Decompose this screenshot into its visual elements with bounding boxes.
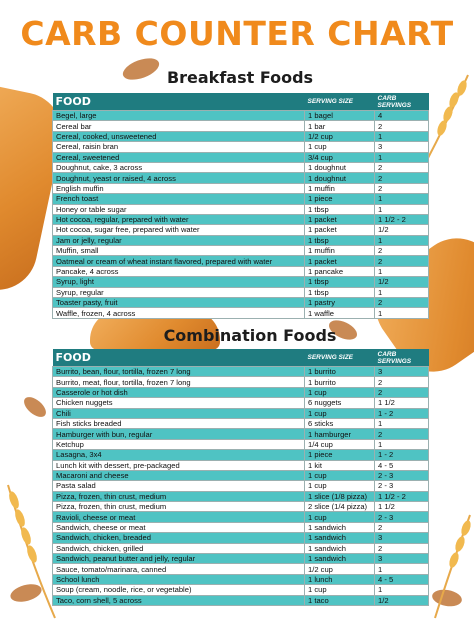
- carb-servings-cell: 1: [375, 152, 429, 162]
- serving-size-cell: 1 sandwich: [305, 533, 375, 543]
- carb-servings-cell: 1: [375, 287, 429, 297]
- serving-size-cell: 1 burrito: [305, 367, 375, 377]
- food-cell: Taco, corn shell, 5 across: [53, 595, 305, 605]
- carb-servings-cell: 3: [375, 533, 429, 543]
- food-cell: Oatmeal or cream of wheat instant flavored, prepared with water: [53, 256, 305, 266]
- carb-servings-cell: 1: [375, 564, 429, 574]
- column-header: SERVING SIZE: [305, 349, 375, 367]
- table-row: [53, 173, 429, 183]
- table-row: [53, 367, 429, 377]
- serving-size-cell: 1 cup: [305, 470, 375, 480]
- carb-servings-cell: 2: [375, 522, 429, 532]
- food-cell: School lunch: [53, 574, 305, 584]
- food-cell: Waffle, frozen, 4 across: [53, 308, 305, 318]
- table-header-row: [53, 93, 429, 111]
- column-header: SERVING SIZE: [305, 93, 375, 111]
- serving-size-cell: 1 pancake: [305, 266, 375, 276]
- table-row: [53, 277, 429, 287]
- table-row: [53, 225, 429, 235]
- serving-size-cell: 1 sandwich: [305, 554, 375, 564]
- serving-size-cell: 1 pastry: [305, 298, 375, 308]
- table-row: [53, 574, 429, 584]
- food-cell: Sauce, tomato/marinara, canned: [53, 564, 305, 574]
- serving-size-cell: 1 packet: [305, 214, 375, 224]
- table-row: [53, 204, 429, 214]
- food-cell: Macaroni and cheese: [53, 470, 305, 480]
- carb-servings-cell: 1/2: [375, 595, 429, 605]
- carb-servings-cell: 1/2: [375, 225, 429, 235]
- table-row: [53, 266, 429, 276]
- food-cell: Chili: [53, 408, 305, 418]
- serving-size-cell: 1 muffin: [305, 246, 375, 256]
- table-row: [53, 418, 429, 428]
- serving-size-cell: 1 tbsp: [305, 204, 375, 214]
- carb-servings-cell: 2: [375, 173, 429, 183]
- food-cell: French toast: [53, 194, 305, 204]
- table-row: [53, 460, 429, 470]
- food-cell: Ravioli, cheese or meat: [53, 512, 305, 522]
- table-row: [53, 287, 429, 297]
- serving-size-cell: 3/4 cup: [305, 152, 375, 162]
- carb-servings-cell: 2: [375, 162, 429, 172]
- column-header: FOOD: [53, 93, 305, 111]
- serving-size-cell: 1/2 cup: [305, 131, 375, 141]
- food-cell: Burrito, bean, flour, tortilla, frozen 7 long: [53, 367, 305, 377]
- serving-size-cell: 1 taco: [305, 595, 375, 605]
- table-row: [53, 533, 429, 543]
- carb-servings-cell: 2: [375, 121, 429, 131]
- serving-size-cell: 1 sandwich: [305, 522, 375, 532]
- food-cell: Cereal bar: [53, 121, 305, 131]
- food-cell: Syrup, regular: [53, 287, 305, 297]
- carb-servings-cell: 2: [375, 377, 429, 387]
- carb-servings-cell: 3: [375, 142, 429, 152]
- carb-servings-cell: 2 - 3: [375, 512, 429, 522]
- serving-size-cell: 1 packet: [305, 256, 375, 266]
- serving-size-cell: 1 waffle: [305, 308, 375, 318]
- food-cell: Begel, large: [53, 111, 305, 121]
- column-header: FOOD: [53, 349, 305, 367]
- carb-servings-cell: 1: [375, 308, 429, 318]
- carb-servings-cell: 1 - 2: [375, 408, 429, 418]
- serving-size-cell: 1 piece: [305, 450, 375, 460]
- carb-servings-cell: 4 - 5: [375, 574, 429, 584]
- serving-size-cell: 1 slice (1/8 pizza): [305, 491, 375, 501]
- page-title: CARB COUNTER CHART: [20, 14, 454, 53]
- food-cell: Pizza, frozen, thin crust, medium: [53, 491, 305, 501]
- serving-size-cell: 1 muffin: [305, 183, 375, 193]
- table-row: [53, 111, 429, 121]
- food-cell: Muffin, small: [53, 246, 305, 256]
- table-row: [53, 439, 429, 449]
- table-row: [53, 512, 429, 522]
- carb-servings-cell: 4: [375, 111, 429, 121]
- table-row: [53, 491, 429, 501]
- carb-servings-cell: 1 1/2: [375, 502, 429, 512]
- table-row: [53, 429, 429, 439]
- food-cell: Burrito, meat, flour, tortilla, frozen 7 long: [53, 377, 305, 387]
- food-cell: Toaster pasty, fruit: [53, 298, 305, 308]
- serving-size-cell: 1 cup: [305, 512, 375, 522]
- carb-servings-cell: 1: [375, 418, 429, 428]
- food-cell: Ketchup: [53, 439, 305, 449]
- carb-servings-cell: 1 - 2: [375, 450, 429, 460]
- table-header-row: [53, 349, 429, 367]
- carb-servings-cell: 1: [375, 439, 429, 449]
- serving-size-cell: 1 bar: [305, 121, 375, 131]
- table-row: [53, 522, 429, 532]
- food-cell: Lasagna, 3x4: [53, 450, 305, 460]
- table-row: [53, 585, 429, 595]
- serving-size-cell: 1 lunch: [305, 574, 375, 584]
- food-cell: Hamburger with bun, regular: [53, 429, 305, 439]
- serving-size-cell: 1 burrito: [305, 377, 375, 387]
- carb-servings-cell: 1: [375, 585, 429, 595]
- food-cell: Pancake, 4 across: [53, 266, 305, 276]
- food-cell: Hot cocoa, sugar free, prepared with water: [53, 225, 305, 235]
- table-row: [53, 131, 429, 141]
- serving-size-cell: 1 cup: [305, 481, 375, 491]
- serving-size-cell: 1 doughnut: [305, 173, 375, 183]
- carb-servings-cell: 2: [375, 543, 429, 553]
- carb-servings-cell: 2: [375, 183, 429, 193]
- table-row: [53, 152, 429, 162]
- food-cell: English muffin: [53, 183, 305, 193]
- food-cell: Sandwich, chicken, grilled: [53, 543, 305, 553]
- serving-size-cell: 1 cup: [305, 142, 375, 152]
- carb-servings-cell: 1: [375, 131, 429, 141]
- table-row: [53, 256, 429, 266]
- serving-size-cell: 1 tbsp: [305, 287, 375, 297]
- serving-size-cell: 1/4 cup: [305, 439, 375, 449]
- table-row: [53, 235, 429, 245]
- table-row: [53, 377, 429, 387]
- food-cell: Cereal, sweetened: [53, 152, 305, 162]
- wheat-bottom-right-icon: [430, 510, 474, 620]
- food-cell: Hot cocoa, regular, prepared with water: [53, 214, 305, 224]
- food-cell: Casserole or hot dish: [53, 387, 305, 397]
- table-row: [53, 183, 429, 193]
- food-cell: Doughnut, yeast or raised, 4 across: [53, 173, 305, 183]
- carb-servings-cell: 1: [375, 235, 429, 245]
- food-cell: Cereal, cooked, unsweetened: [53, 131, 305, 141]
- carb-servings-cell: 1: [375, 194, 429, 204]
- carb-servings-cell: 1/2: [375, 277, 429, 287]
- combination-heading: Combination Foods: [163, 326, 337, 345]
- table-row: [53, 450, 429, 460]
- bean-left-icon: [21, 393, 50, 420]
- serving-size-cell: 1 tbsp: [305, 235, 375, 245]
- carb-servings-cell: 2: [375, 256, 429, 266]
- table-row: [53, 194, 429, 204]
- food-cell: Cereal, raisin bran: [53, 142, 305, 152]
- serving-size-cell: 1 piece: [305, 194, 375, 204]
- serving-size-cell: 1 sandwich: [305, 543, 375, 553]
- food-cell: Fish sticks breaded: [53, 418, 305, 428]
- serving-size-cell: 6 sticks: [305, 418, 375, 428]
- breakfast-table: [52, 93, 429, 319]
- serving-size-cell: 1/2 cup: [305, 564, 375, 574]
- serving-size-cell: 2 slice (1/4 pizza): [305, 502, 375, 512]
- food-cell: Sandwich, peanut butter and jelly, regular: [53, 554, 305, 564]
- carb-servings-cell: 1 1/2 - 2: [375, 491, 429, 501]
- food-cell: Chicken nuggets: [53, 398, 305, 408]
- serving-size-cell: 1 cup: [305, 585, 375, 595]
- table-row: [53, 543, 429, 553]
- column-header: CARB SERVINGS: [375, 349, 429, 367]
- table-row: [53, 121, 429, 131]
- carb-servings-cell: 2 - 3: [375, 470, 429, 480]
- table-row: [53, 595, 429, 605]
- food-cell: Doughnut, cake, 3 across: [53, 162, 305, 172]
- carb-servings-cell: 1 1/2: [375, 398, 429, 408]
- carb-servings-cell: 2: [375, 429, 429, 439]
- carb-servings-cell: 2: [375, 298, 429, 308]
- serving-size-cell: 6 nuggets: [305, 398, 375, 408]
- table-row: [53, 470, 429, 480]
- table-row: [53, 308, 429, 318]
- carb-servings-cell: 4 - 5: [375, 460, 429, 470]
- serving-size-cell: 1 bagel: [305, 111, 375, 121]
- table-row: [53, 408, 429, 418]
- carb-servings-cell: 1: [375, 266, 429, 276]
- food-cell: Jam or jelly, regular: [53, 235, 305, 245]
- table-row: [53, 554, 429, 564]
- carb-servings-cell: 3: [375, 554, 429, 564]
- serving-size-cell: 1 cup: [305, 387, 375, 397]
- food-cell: Syrup, light: [53, 277, 305, 287]
- table-row: [53, 142, 429, 152]
- serving-size-cell: 1 tbsp: [305, 277, 375, 287]
- food-cell: Pasta salad: [53, 481, 305, 491]
- carb-servings-cell: 2: [375, 246, 429, 256]
- food-cell: Pizza, frozen, thin crust, medium: [53, 502, 305, 512]
- table-row: [53, 502, 429, 512]
- wheat-left-icon: [0, 480, 60, 620]
- table-row: [53, 387, 429, 397]
- food-cell: Lunch kit with dessert, pre-packaged: [53, 460, 305, 470]
- table-row: [53, 298, 429, 308]
- carb-servings-cell: 3: [375, 367, 429, 377]
- carb-servings-cell: 1 1/2 - 2: [375, 214, 429, 224]
- table-row: [53, 481, 429, 491]
- table-row: [53, 564, 429, 574]
- table-row: [53, 246, 429, 256]
- serving-size-cell: 1 doughnut: [305, 162, 375, 172]
- table-row: [53, 214, 429, 224]
- column-header: CARB SERVINGS: [375, 93, 429, 111]
- combination-table: [52, 349, 429, 606]
- food-cell: Sandwich, chicken, breaded: [53, 533, 305, 543]
- serving-size-cell: 1 packet: [305, 225, 375, 235]
- food-cell: Honey or table sugar: [53, 204, 305, 214]
- serving-size-cell: 1 cup: [305, 408, 375, 418]
- serving-size-cell: 1 hamburger: [305, 429, 375, 439]
- serving-size-cell: 1 kit: [305, 460, 375, 470]
- table-row: [53, 398, 429, 408]
- carb-servings-cell: 1: [375, 204, 429, 214]
- carb-servings-cell: 2: [375, 387, 429, 397]
- table-row: [53, 162, 429, 172]
- carb-servings-cell: 2 - 3: [375, 481, 429, 491]
- food-cell: Soup (cream, noodle, rice, or vegetable): [53, 585, 305, 595]
- breakfast-heading: Breakfast Foods: [166, 68, 314, 87]
- food-cell: Sandwich, cheese or meat: [53, 522, 305, 532]
